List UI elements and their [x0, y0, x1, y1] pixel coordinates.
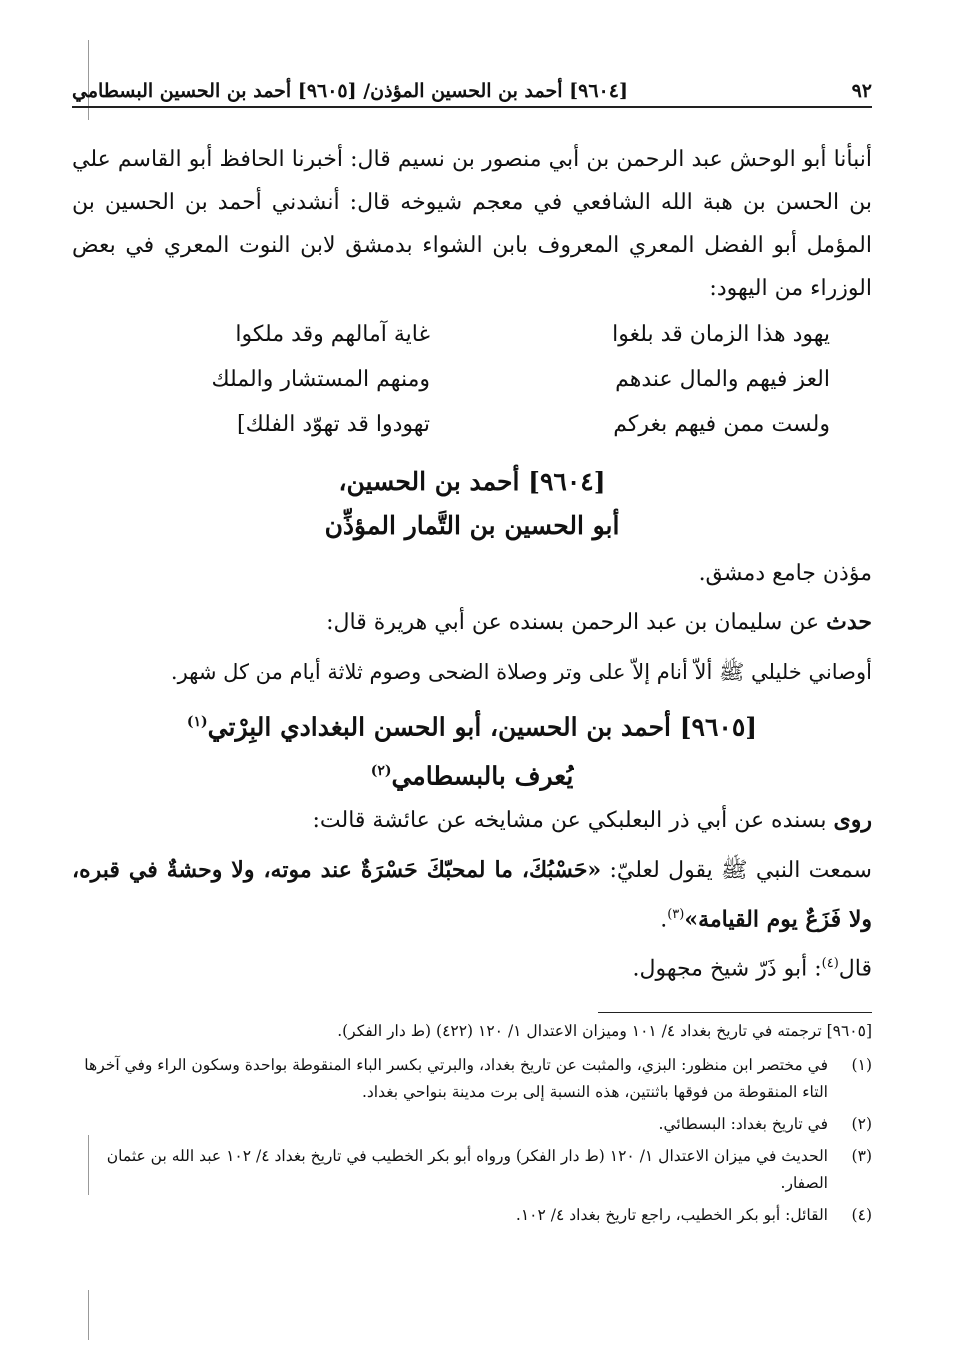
footnote-ref: (٤) — [821, 956, 839, 971]
hadith-keyword: حدث — [826, 609, 872, 635]
footnote-item — [72, 1052, 872, 1106]
entry-9604-hadith-text — [72, 650, 872, 694]
intro-text: أنبأنا أبو الوحش عبد الرحمن بن أبي منصور بن نسيم قال: أخبرنا الحافظ أبو القاسم علي بن الحسن بن هبة الله الشافعي في معجم شيوخه قال: أنشدني أحمد بن الحسين بن المؤمل أبو الفضل المعري المعروف بابن الشواء بدمشق لابن النوت المعري في بعض الوزراء من اليهود: — [72, 147, 872, 301]
footnote-item — [72, 1202, 872, 1229]
narration-keyword: روى — [833, 807, 872, 833]
footnote-number: (١) — [851, 1056, 872, 1074]
footnote-number: (٣) — [851, 1147, 872, 1165]
entry-9605-heading-line1 — [72, 700, 872, 749]
verse-second-hemistich: غاية آمالهم وقد ملكوا — [235, 322, 430, 347]
heading-line1-text: [٩٦٠٥] أحمد بن الحسين، أبو الحسن البغدادي البِرْتي — [207, 712, 758, 742]
entry-9605-said — [72, 942, 872, 991]
page-number: ٩٢ — [851, 80, 872, 102]
entry-9604-heading-line2: أبو الحسين بن التَّمار المؤذِّن — [324, 511, 620, 540]
poem-verse — [110, 357, 830, 402]
poem — [110, 312, 830, 447]
scan-margin-line — [88, 1290, 89, 1340]
entry-9605-narration — [72, 798, 872, 843]
footnotes — [72, 1018, 872, 1234]
hadith-chain-text: عن سليمان بن عبد الرحمن بسنده عن أبي هريرة قال: — [326, 610, 820, 635]
running-header — [72, 64, 872, 102]
hadith-intro: سمعت النبي ﷺ يقول لعليّ: — [601, 858, 872, 883]
entry-9604-heading — [72, 460, 872, 548]
footnote-ref: (٢) — [370, 763, 392, 780]
verse-second-hemistich: تهودوا قد تهوّد الفلك] — [237, 412, 430, 437]
verse-first-hemistich: العز فيهم والمال عندهم — [615, 367, 830, 392]
poem-verse — [110, 402, 830, 447]
entry-9604-description — [72, 552, 872, 596]
entry-9604-hadith-chain — [72, 600, 872, 645]
verse-first-hemistich: ولست ممن فيهم بغركم — [613, 412, 830, 437]
hadith-text: أوصاني خليلي ﷺ ألاّ أنام إلاّ على وتر وصلاة الضحى وصوم ثلاثة أيام من كل شهر. — [170, 660, 872, 684]
footnote-rule — [598, 1012, 872, 1013]
entry-9605-hadith — [72, 848, 872, 942]
footnote-text: القائل: أبو بكر الخطيب، راجع تاريخ بغداد ٤/ ١٠٢. — [515, 1206, 828, 1224]
header-title: [٩٦٠٤] أحمد بن الحسين المؤذن/ [٩٦٠٥] أحمد بن الحسين البسطامي — [72, 80, 628, 102]
footnote-ref: (١) — [186, 714, 208, 730]
footnote-text: الحديث في ميزان الاعتدال ١/ ١٢٠ (ط دار الفكر) ورواه أبو بكر الخطيب في تاريخ بغداد ٤/ ١٠٢ عبد الله بن عثمان الصفار. — [106, 1147, 828, 1192]
footnote-number: (٤) — [851, 1206, 872, 1224]
footnote-text: في تاريخ بغداد: البسطائي. — [658, 1115, 828, 1133]
intro-paragraph — [72, 138, 872, 310]
header-rule — [72, 106, 872, 108]
narration-chain-text: بسنده عن أبي ذر البعلبكي عن مشايخه عن عائشة قالت: — [312, 808, 827, 833]
heading-line2-text: يُعرف بالبسطامي — [391, 761, 574, 791]
entry-9605-heading — [72, 700, 872, 799]
footnote-text: في مختصر ابن منظور: البزي، والمثبت عن تاريخ بغداد، والبرتي بكسر الباء المنقوطة بواحدة وسكون الراء وفي آخرها التاء المنقوطة من فوقها باثنتين، هذه النسبة إلى برت مدينة بنواحي بغداد. — [84, 1056, 828, 1101]
said-label: قال — [838, 956, 872, 982]
footnote-item — [72, 1143, 872, 1197]
footnote-number: (٢) — [851, 1115, 872, 1133]
entry-9605-heading-line2 — [72, 749, 872, 798]
entry-9604-heading-line1: [٩٦٠٤] أحمد بن الحسين، — [338, 467, 606, 496]
footnote-source: [٩٦٠٥] ترجمته في تاريخ بغداد ٤/ ١٠١ وميزان الاعتدال ١/ ١٢٠ (٤٢٢) (ط دار الفكر). — [337, 1022, 872, 1040]
description-text: مؤذن جامع دمشق. — [698, 561, 872, 586]
said-text: : أبو ذَرّ شيخ مجهول. — [632, 956, 822, 982]
hadith-end: . — [660, 907, 668, 933]
footnote-item — [72, 1111, 872, 1138]
hadith-bold-text: «حَسْبُكَ، ما لمحبّكَ حَسْرَةٌ عند موته، ولا وحشةٌ في قبره، ولا فَزَعٌ يوم القيامة» — [72, 857, 872, 933]
poem-verse — [110, 312, 830, 357]
verse-first-hemistich: يهود هذا الزمان قد بلغوا — [612, 322, 830, 347]
footnote-ref: (٣) — [667, 907, 685, 922]
verse-second-hemistich: ومنهم المستشار والملك — [211, 367, 430, 392]
